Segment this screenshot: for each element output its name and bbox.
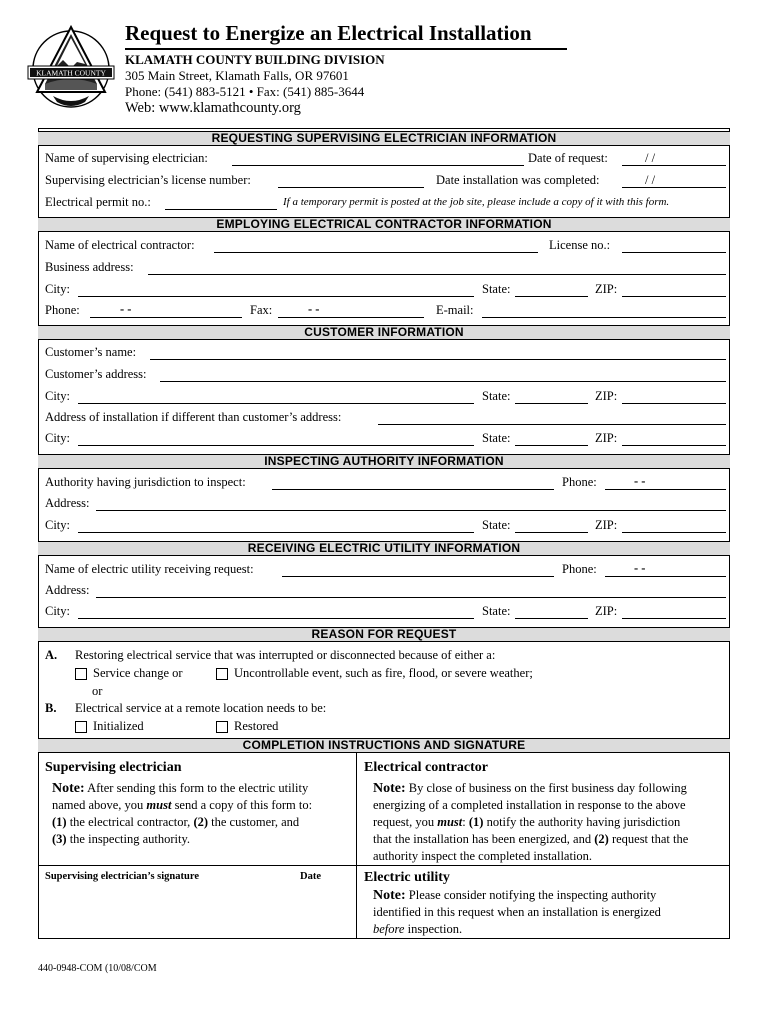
date-completed-label: Date installation was completed:	[436, 173, 600, 187]
permit-number-field[interactable]	[165, 209, 277, 210]
restored-checkbox[interactable]	[216, 721, 228, 733]
right-note-l3d: notify the authority having jurisdiction	[483, 815, 681, 829]
customer-name-label: Customer’s name:	[45, 345, 137, 359]
business-address-label: Business address:	[45, 260, 134, 274]
division-name: KLAMATH COUNTY BUILDING DIVISION	[125, 52, 385, 67]
initialized-checkbox[interactable]	[75, 721, 87, 733]
service-change-checkbox[interactable]	[75, 668, 87, 680]
customer-zip-label: ZIP:	[595, 389, 618, 403]
utility-address-label: Address:	[45, 583, 90, 597]
contractor-email-label: E-mail:	[436, 303, 474, 317]
authority-phone-field[interactable]	[605, 489, 726, 490]
utility-divider	[356, 865, 730, 866]
contractor-fax-label: Fax:	[250, 303, 273, 317]
form-code: 440-0948-COM (10/08/COM	[38, 963, 157, 974]
right-note-must: must	[437, 815, 463, 829]
utility-zip-field[interactable]	[622, 618, 726, 619]
utility-name-label: Name of electric utility receiving request:	[45, 562, 254, 576]
logo-text: KLAMATH COUNTY	[36, 68, 106, 78]
permit-number-label: Electrical permit no.:	[45, 195, 151, 209]
authority-address-label: Address:	[45, 496, 90, 510]
signature-divider	[38, 865, 356, 866]
right-note-prefix: Note:	[373, 781, 406, 796]
left-note-l3a: (1)	[52, 815, 67, 829]
contractor-fax-dashes: - -	[308, 302, 320, 316]
contractor-city-field[interactable]	[78, 296, 474, 297]
right-note-line5: authority inspect the completed installation.	[373, 849, 593, 863]
reason-a-marker: A.	[45, 648, 58, 662]
supervising-electrician-title: Supervising electrician	[45, 760, 182, 775]
customer-city-label: City:	[45, 389, 71, 403]
contractor-zip-field[interactable]	[622, 296, 726, 297]
supervising-name-field[interactable]	[232, 165, 524, 166]
utility-name-field[interactable]	[282, 576, 554, 577]
authority-phone-dashes: - -	[634, 474, 646, 488]
authority-label: Authority having jurisdiction to inspect:	[45, 475, 246, 489]
customer-name-field[interactable]	[150, 359, 726, 360]
right-note-l4b: (2)	[594, 832, 609, 846]
authority-city-field[interactable]	[78, 532, 474, 533]
utility-zip-label: ZIP:	[595, 604, 618, 618]
contractor-city-label: City:	[45, 282, 71, 296]
section-heading-reason: REASON FOR REQUEST	[38, 627, 730, 642]
section-heading-customer: CUSTOMER INFORMATION	[38, 325, 730, 340]
reason-a-text: Restoring electrical service that was interrupted or disconnected because of either a:	[75, 648, 496, 662]
left-note-prefix: Note:	[52, 781, 85, 796]
contractor-zip-label: ZIP:	[595, 282, 618, 296]
left-note-l4a: (3)	[52, 832, 67, 846]
contractor-name-label: Name of electrical contractor:	[45, 238, 195, 252]
left-note-l3c: (2)	[193, 815, 209, 829]
left-note-line2b: send a copy of this form to:	[171, 798, 313, 812]
authority-state-field[interactable]	[515, 532, 588, 533]
contractor-phone-dashes: - -	[120, 302, 132, 316]
section-heading-utility: RECEIVING ELECTRIC UTILITY INFORMATION	[38, 541, 730, 556]
customer-state-label: State:	[482, 389, 511, 403]
utility-state-label: State:	[482, 604, 511, 618]
utility-city-field[interactable]	[78, 618, 474, 619]
date-completed-field[interactable]	[622, 187, 726, 188]
uncontrollable-event-checkbox[interactable]	[216, 668, 228, 680]
restored-label: Restored	[234, 719, 279, 733]
installation-address-label: Address of installation if different than customer’s address:	[45, 410, 342, 424]
service-change-label: Service change or	[93, 666, 183, 680]
authority-address-field[interactable]	[96, 510, 726, 511]
utility-state-field[interactable]	[515, 618, 588, 619]
right-note-l3b: :	[462, 815, 469, 829]
signature-date-label: Date	[300, 871, 321, 882]
utility-phone-label: Phone:	[562, 562, 597, 576]
contractor-email-field[interactable]	[482, 317, 726, 318]
utility-note-line3: inspection.	[404, 922, 463, 936]
installation-city-field[interactable]	[78, 445, 474, 446]
uncontrollable-event-label: Uncontrollable event, such as fire, flood, or severe weather;	[234, 666, 533, 680]
form-title: Request to Energize an Electrical Installation	[125, 21, 532, 45]
right-note-l4a: that the installation has been energized, and	[373, 832, 595, 846]
utility-note-prefix: Note:	[373, 888, 406, 903]
left-note-line1: After sending this form to the electric utility	[87, 781, 309, 795]
installation-state-field[interactable]	[515, 445, 588, 446]
division-phone-fax: Phone: (541) 883-5121 • Fax: (541) 885-3644	[125, 84, 365, 99]
installation-city-label: City:	[45, 431, 71, 445]
division-address: 305 Main Street, Klamath Falls, OR 97601	[125, 68, 349, 83]
date-of-request-separators: / /	[645, 151, 656, 165]
customer-address-label: Customer’s address:	[45, 367, 147, 381]
utility-address-field[interactable]	[96, 597, 726, 598]
section-heading-completion: COMPLETION INSTRUCTIONS AND SIGNATURE	[38, 738, 730, 753]
electric-utility-title: Electric utility	[364, 870, 450, 885]
license-number-label: Supervising electrician’s license number:	[45, 173, 251, 187]
business-address-field[interactable]	[148, 274, 726, 275]
utility-note-line1: Please consider notifying the inspecting authority	[408, 888, 657, 902]
electric-utility-note	[373, 887, 728, 938]
date-of-request-field[interactable]	[622, 165, 726, 166]
customer-address-field[interactable]	[160, 381, 726, 382]
reason-b-text: Electrical service at a remote location needs to be:	[75, 701, 327, 715]
authority-zip-field[interactable]	[622, 532, 726, 533]
signature-label: Supervising electrician’s signature	[45, 871, 199, 882]
customer-zip-field[interactable]	[622, 403, 726, 404]
installation-zip-label: ZIP:	[595, 431, 618, 445]
customer-state-field[interactable]	[515, 403, 588, 404]
right-note-line1: By close of business on the first business day following	[408, 781, 687, 795]
date-completed-separators: / /	[645, 173, 656, 187]
right-note-l3a: request, you	[373, 815, 438, 829]
klamath-county-seal-logo	[25, 24, 117, 110]
contractor-state-label: State:	[482, 282, 511, 296]
supervising-name-label: Name of supervising electrician:	[45, 151, 208, 165]
contractor-license-field[interactable]	[622, 252, 726, 253]
left-note-l3d: the customer, and	[208, 815, 300, 829]
section-heading-contractor: EMPLOYING ELECTRICAL CONTRACTOR INFORMATION	[38, 217, 730, 232]
customer-city-field[interactable]	[78, 403, 474, 404]
section-heading-inspecting: INSPECTING AUTHORITY INFORMATION	[38, 454, 730, 469]
section-heading-supervising: REQUESTING SUPERVISING ELECTRICIAN INFORMATION	[38, 131, 730, 146]
reason-b-marker: B.	[45, 701, 57, 715]
authority-zip-label: ZIP:	[595, 518, 618, 532]
installation-zip-field[interactable]	[622, 445, 726, 446]
contractor-state-field[interactable]	[515, 296, 588, 297]
division-website: Web: www.klamathcounty.org	[125, 100, 301, 116]
license-number-field[interactable]	[278, 187, 424, 188]
authority-field[interactable]	[272, 489, 554, 490]
utility-city-label: City:	[45, 604, 71, 618]
left-note-must: must	[146, 798, 172, 812]
right-note-line2: energizing of a completed installation in response to the above	[373, 798, 686, 812]
left-note-line2a: named above, you	[52, 798, 147, 812]
temporary-permit-note: If a temporary permit is posted at the job site, please include a copy of it with this form.	[283, 196, 670, 208]
left-note-l4b: the inspecting authority.	[66, 832, 191, 846]
contractor-fax-field[interactable]	[278, 317, 424, 318]
utility-phone-field[interactable]	[605, 576, 726, 577]
contractor-phone-field[interactable]	[90, 317, 242, 318]
right-note-l3c: (1)	[468, 815, 484, 829]
supervising-electrician-note	[52, 780, 352, 848]
right-note-l4c: request that the	[608, 832, 689, 846]
electrical-contractor-title: Electrical contractor	[364, 760, 488, 775]
installation-address-field[interactable]	[378, 424, 726, 425]
authority-city-label: City:	[45, 518, 71, 532]
utility-phone-dashes: - -	[634, 561, 646, 575]
contractor-name-field[interactable]	[214, 252, 538, 253]
utility-note-before: before	[373, 922, 405, 936]
authority-phone-label: Phone:	[562, 475, 597, 489]
electrical-contractor-note	[373, 780, 728, 865]
contractor-phone-label: Phone:	[45, 303, 80, 317]
utility-note-line2: identified in this request when an installation is energized	[373, 905, 661, 919]
initialized-label: Initialized	[93, 719, 144, 733]
left-note-l3b: the electrical contractor,	[66, 815, 194, 829]
authority-state-label: State:	[482, 518, 511, 532]
reason-or-text: or	[92, 684, 103, 698]
title-underline	[125, 48, 567, 50]
date-of-request-label: Date of request:	[528, 151, 608, 165]
completion-column-divider	[356, 753, 357, 938]
installation-state-label: State:	[482, 431, 511, 445]
contractor-license-label: License no.:	[549, 238, 611, 252]
